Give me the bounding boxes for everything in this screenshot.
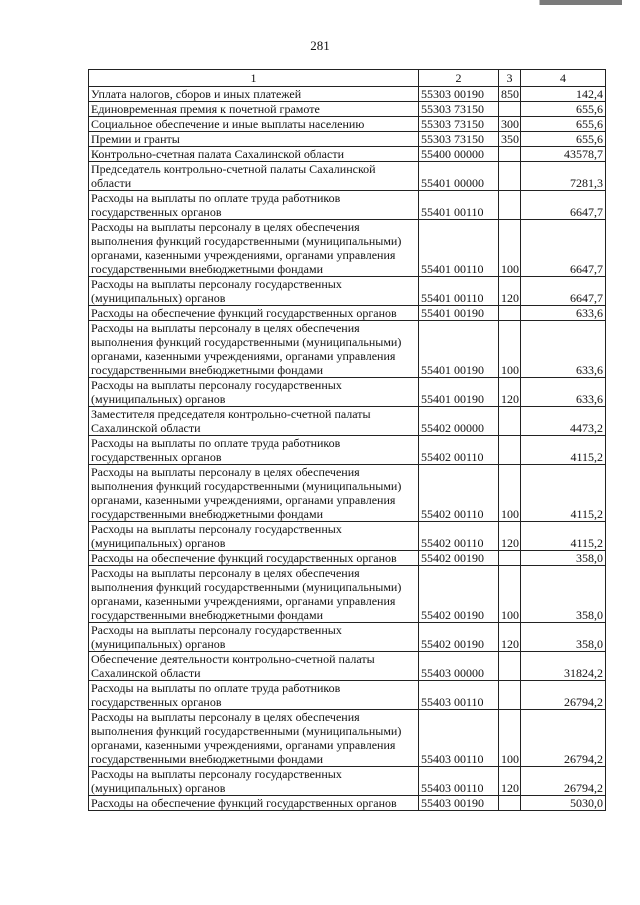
row-name-cell: Расходы на выплаты персоналу в целях обеспечения выполнения функций государственными (муниципальными) органами, казенными учреждениями, органами управления государственными внебюджетными фондами: [89, 220, 419, 277]
row-code-cell: 55402 00190: [419, 566, 499, 623]
row-name-cell: Премии и гранты: [89, 132, 419, 147]
table-row: [89, 277, 606, 306]
row-name-cell: Социальное обеспечение и иные выплаты населению: [89, 117, 419, 132]
row-amount-cell: 6647,7: [521, 191, 606, 220]
row-amount-cell: 5030,0: [521, 796, 606, 811]
row-amount-cell: 4115,2: [521, 436, 606, 465]
row-code-cell: 55401 00190: [419, 378, 499, 407]
row-code-cell: 55402 00110: [419, 465, 499, 522]
row-code-cell: 55402 00190: [419, 623, 499, 652]
row-vr-cell: 100: [499, 465, 521, 522]
row-code-cell: 55303 73150: [419, 117, 499, 132]
budget-table: [88, 69, 606, 811]
row-name-cell: Расходы на обеспечение функций государственных органов: [89, 306, 419, 321]
row-amount-cell: 655,6: [521, 102, 606, 117]
row-vr-cell: [499, 102, 521, 117]
row-code-cell: 55401 00110: [419, 191, 499, 220]
row-vr-cell: [499, 306, 521, 321]
row-vr-cell: 100: [499, 710, 521, 767]
table-row: [89, 306, 606, 321]
row-name-cell: Расходы на выплаты персоналу в целях обеспечения выполнения функций государственными (муниципальными) органами, казенными учреждениями, органами управления государственными внебюджетными фондами: [89, 321, 419, 378]
table-row: [89, 407, 606, 436]
row-code-cell: 55401 00190: [419, 321, 499, 378]
table-row: [89, 566, 606, 623]
row-amount-cell: 142,4: [521, 87, 606, 102]
row-code-cell: 55303 73150: [419, 102, 499, 117]
table-row: [89, 767, 606, 796]
row-code-cell: 55402 00000: [419, 407, 499, 436]
row-amount-cell: 633,6: [521, 321, 606, 378]
table-row: [89, 191, 606, 220]
table-row: [89, 522, 606, 551]
row-name-cell: Уплата налогов, сборов и иных платежей: [89, 87, 419, 102]
row-vr-cell: 300: [499, 117, 521, 132]
row-vr-cell: 120: [499, 623, 521, 652]
row-name-cell: Расходы на выплаты по оплате труда работников государственных органов: [89, 191, 419, 220]
table-row: [89, 117, 606, 132]
row-code-cell: 55401 00110: [419, 220, 499, 277]
row-amount-cell: 633,6: [521, 378, 606, 407]
row-name-cell: Заместителя председателя контрольно-счетной палаты Сахалинской области: [89, 407, 419, 436]
header-row: [89, 70, 606, 87]
row-vr-cell: 120: [499, 277, 521, 306]
row-amount-cell: 358,0: [521, 551, 606, 566]
row-code-cell: 55401 00190: [419, 306, 499, 321]
row-amount-cell: 655,6: [521, 132, 606, 147]
row-name-cell: Обеспечение деятельности контрольно-счетной палаты Сахалинской области: [89, 652, 419, 681]
row-code-cell: 55402 00110: [419, 436, 499, 465]
table-row: [89, 132, 606, 147]
row-amount-cell: 4115,2: [521, 465, 606, 522]
row-vr-cell: [499, 162, 521, 191]
table-row: [89, 162, 606, 191]
col-header-code: 2: [419, 70, 499, 87]
row-name-cell: Расходы на выплаты персоналу в целях обеспечения выполнения функций государственными (муниципальными) органами, казенными учреждениями, органами управления государственными внебюджетными фондами: [89, 465, 419, 522]
table-row: [89, 220, 606, 277]
col-header-name: 1: [89, 70, 419, 87]
row-name-cell: Расходы на обеспечение функций государственных органов: [89, 551, 419, 566]
row-code-cell: 55400 00000: [419, 147, 499, 162]
table-row: [89, 652, 606, 681]
row-amount-cell: 655,6: [521, 117, 606, 132]
row-name-cell: Председатель контрольно-счетной палаты Сахалинской области: [89, 162, 419, 191]
row-vr-cell: 100: [499, 220, 521, 277]
row-code-cell: 55403 00000: [419, 652, 499, 681]
row-amount-cell: 633,6: [521, 306, 606, 321]
table-row: [89, 681, 606, 710]
row-name-cell: Расходы на выплаты персоналу государственных (муниципальных) органов: [89, 378, 419, 407]
table-row: [89, 147, 606, 162]
row-vr-cell: [499, 796, 521, 811]
table-row: [89, 87, 606, 102]
table-row: [89, 551, 606, 566]
row-code-cell: 55403 00110: [419, 767, 499, 796]
row-name-cell: Расходы на выплаты персоналу государственных (муниципальных) органов: [89, 522, 419, 551]
row-code-cell: 55303 00190: [419, 87, 499, 102]
row-amount-cell: 4473,2: [521, 407, 606, 436]
table-row: [89, 321, 606, 378]
table-row: [89, 436, 606, 465]
row-amount-cell: 358,0: [521, 566, 606, 623]
row-name-cell: Расходы на выплаты персоналу в целях обеспечения выполнения функций государственными (муниципальными) органами, казенными учреждениями, органами управления государственными внебюджетными фондами: [89, 710, 419, 767]
row-name-cell: Расходы на выплаты персоналу государственных (муниципальных) органов: [89, 623, 419, 652]
table-row: [89, 710, 606, 767]
row-amount-cell: 31824,2: [521, 652, 606, 681]
row-amount-cell: 26794,2: [521, 681, 606, 710]
row-code-cell: 55403 00190: [419, 796, 499, 811]
row-amount-cell: 6647,7: [521, 277, 606, 306]
row-vr-cell: [499, 551, 521, 566]
row-name-cell: Расходы на выплаты по оплате труда работников государственных органов: [89, 436, 419, 465]
row-vr-cell: 120: [499, 767, 521, 796]
col-header-vr: 3: [499, 70, 521, 87]
row-code-cell: 55303 73150: [419, 132, 499, 147]
row-vr-cell: 120: [499, 378, 521, 407]
table-row: [89, 102, 606, 117]
row-code-cell: 55403 00110: [419, 681, 499, 710]
row-code-cell: 55401 00000: [419, 162, 499, 191]
row-name-cell: Расходы на выплаты персоналу в целях обеспечения выполнения функций государственными (муниципальными) органами, казенными учреждениями, органами управления государственными внебюджетными фондами: [89, 566, 419, 623]
row-code-cell: 55403 00110: [419, 710, 499, 767]
row-amount-cell: 26794,2: [521, 710, 606, 767]
row-vr-cell: 100: [499, 566, 521, 623]
table-row: [89, 623, 606, 652]
row-name-cell: Расходы на выплаты персоналу государственных (муниципальных) органов: [89, 767, 419, 796]
row-code-cell: 55401 00110: [419, 277, 499, 306]
page-number: 281: [310, 38, 330, 53]
row-vr-cell: 100: [499, 321, 521, 378]
row-vr-cell: [499, 191, 521, 220]
row-amount-cell: 4115,2: [521, 522, 606, 551]
row-name-cell: Расходы на выплаты персоналу государственных (муниципальных) органов: [89, 277, 419, 306]
row-name-cell: Расходы на обеспечение функций государственных органов: [89, 796, 419, 811]
row-vr-cell: [499, 147, 521, 162]
table-row: [89, 378, 606, 407]
row-vr-cell: 120: [499, 522, 521, 551]
table-row: [89, 465, 606, 522]
row-vr-cell: [499, 652, 521, 681]
row-vr-cell: 850: [499, 87, 521, 102]
row-amount-cell: 6647,7: [521, 220, 606, 277]
row-amount-cell: 26794,2: [521, 767, 606, 796]
row-name-cell: Контрольно-счетная палата Сахалинской области: [89, 147, 419, 162]
row-name-cell: Расходы на выплаты по оплате труда работников государственных органов: [89, 681, 419, 710]
row-vr-cell: [499, 436, 521, 465]
row-name-cell: Единовременная премия к почетной грамоте: [89, 102, 419, 117]
col-header-amount: 4: [521, 70, 606, 87]
row-code-cell: 55402 00110: [419, 522, 499, 551]
row-code-cell: 55402 00190: [419, 551, 499, 566]
table-row: [89, 796, 606, 811]
row-vr-cell: [499, 407, 521, 436]
row-amount-cell: 7281,3: [521, 162, 606, 191]
row-vr-cell: 350: [499, 132, 521, 147]
row-amount-cell: 358,0: [521, 623, 606, 652]
row-amount-cell: 43578,7: [521, 147, 606, 162]
row-vr-cell: [499, 681, 521, 710]
scan-edge-mark: [472, 0, 622, 5]
